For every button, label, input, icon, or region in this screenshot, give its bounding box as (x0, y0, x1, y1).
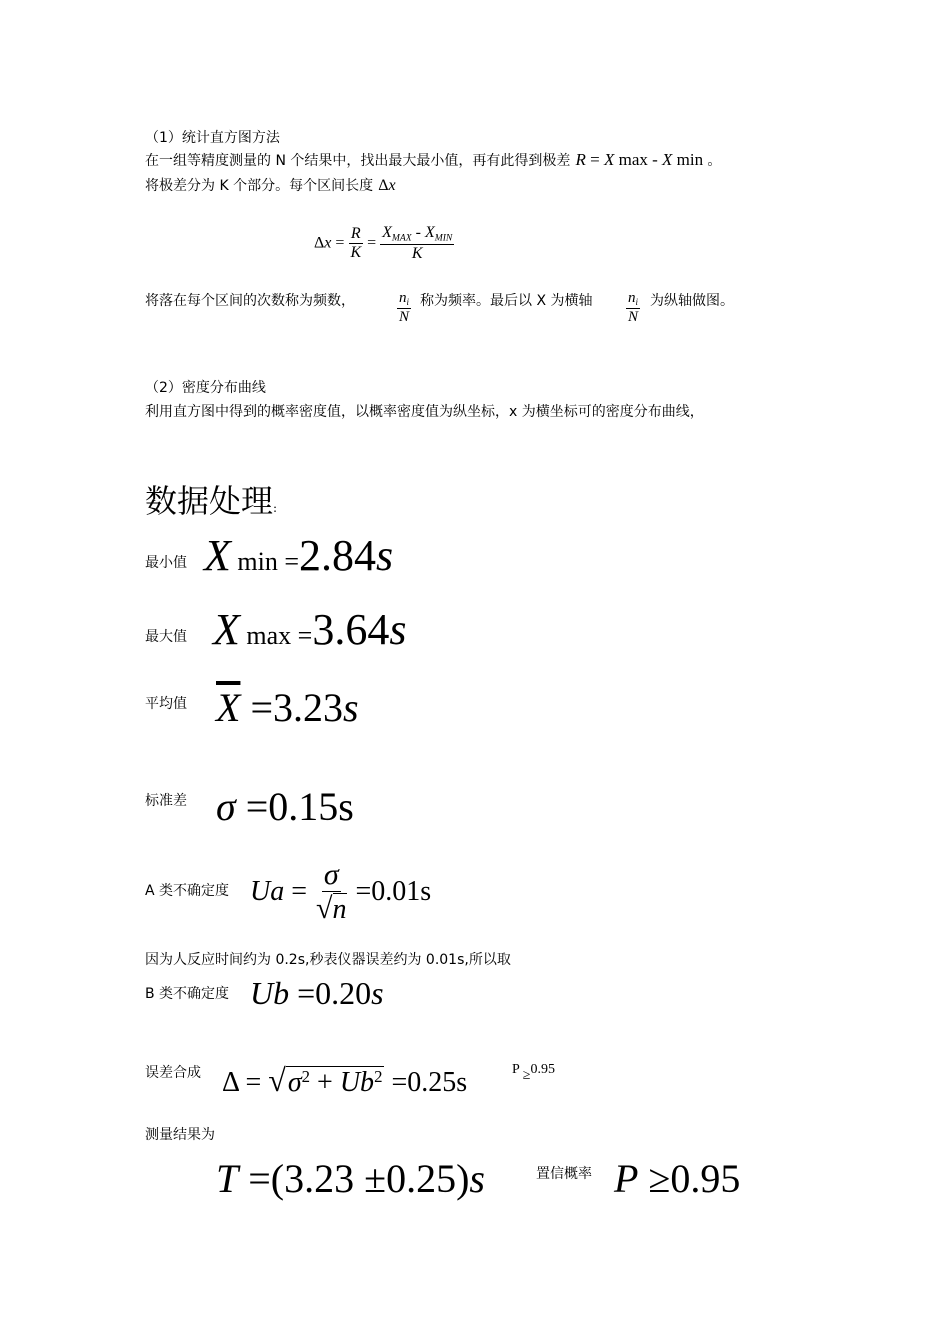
confidence-formula: P ≥0.95 (614, 1156, 741, 1201)
section1-line1 (145, 150, 721, 170)
mean-label: 平均值 (145, 696, 187, 712)
min-value: 2.84 (299, 531, 377, 580)
ub-value: =0.20 (297, 975, 372, 1011)
max-label: 最大值 (145, 629, 187, 645)
line3-a: 将落在每个区间的次数称为频数， (145, 293, 355, 309)
section2-line1: 利用直方图中得到的概率密度值，以概率密度值为纵坐标，x 为横坐标可的密度分布曲线， (145, 404, 704, 420)
section1-heading: （1）统计直方图方法 (145, 130, 280, 146)
mean-value: =3.23 (250, 685, 343, 730)
std-value: =0.15s (245, 784, 354, 829)
section2-heading: （2）密度分布曲线 (145, 380, 266, 396)
range-over-k: $\frac{X_{MAX} - X_{MIN}}{K}$ (382, 224, 453, 262)
confidence-label: 置信概率 (536, 1166, 592, 1182)
std-label: 标准差 (145, 793, 187, 809)
frequency-fraction-2: $\frac{n_i}{N}$ (628, 290, 639, 326)
note-text: 因为人反应时间约为 0.2s,秒表仪器误差约为 0.01s,所以取 (145, 952, 511, 968)
max-formula: X max =3.64s (213, 605, 407, 654)
combined-formula: $\Delta = √\sigma^2 + Ub^2 =0.25s$ (222, 1062, 468, 1098)
confidence-value: 0.95 (670, 1156, 741, 1201)
max-value: 3.64 (312, 605, 390, 654)
result-value: =(3.23 ±0.25) (248, 1156, 470, 1201)
ub-formula: Ub =0.20s (250, 975, 384, 1011)
result-formula: T =(3.23 ±0.25)s (216, 1156, 485, 1201)
frequency-fraction-1: $\frac{n_i}{N}$ (399, 290, 410, 326)
line2-text: 将极差分为 K 个部分。每个区间长度 (145, 178, 374, 194)
delta-x: Δx (378, 177, 396, 194)
r-over-k: $\frac{R}{K}$ (350, 225, 362, 261)
processing-title (145, 476, 277, 522)
result-label: 测量结果为 (145, 1127, 215, 1143)
title-text: 数据处理 (145, 482, 274, 520)
line1-text: 在一组等精度测量的 N 个结果中，找出最大最小值，再有此得到极差 (145, 153, 571, 169)
ua-label: A 类不确定度 (145, 883, 230, 899)
combined-p-value: 0.95 (530, 1062, 555, 1077)
range-formula: R = X max - X min (575, 150, 708, 169)
line3-c: 为纵轴做图。 (650, 293, 734, 309)
min-label: 最小值 (145, 555, 187, 571)
ua-value: =0.01s (355, 875, 432, 907)
mean-formula: $\overline{X} =3.23s$ (216, 685, 359, 730)
interval-formula: Δx = $\frac{R}{K}$ = $\frac{X_{MAX} - X_{MIN}}{K}$ (314, 224, 453, 262)
combined-label: 误差合成 (145, 1065, 201, 1081)
ub-label: B 类不确定度 (145, 986, 230, 1002)
line3-b: 称为频率。最后以 X 为横轴 (420, 293, 593, 309)
section1-line2 (145, 175, 396, 195)
combined-p: P (512, 1062, 520, 1077)
ua-formula: Ua = $\frac{\sigma}{√n}$ =0.01s (250, 858, 432, 925)
line1-end: 。 (707, 153, 722, 169)
std-formula: σ =0.15s (216, 784, 354, 829)
title-colon: : (273, 501, 278, 515)
combined-probability: P ≥0.95 (512, 1062, 555, 1083)
min-formula: X min =2.84s (204, 531, 394, 580)
combined-value: =0.25s (391, 1067, 468, 1098)
